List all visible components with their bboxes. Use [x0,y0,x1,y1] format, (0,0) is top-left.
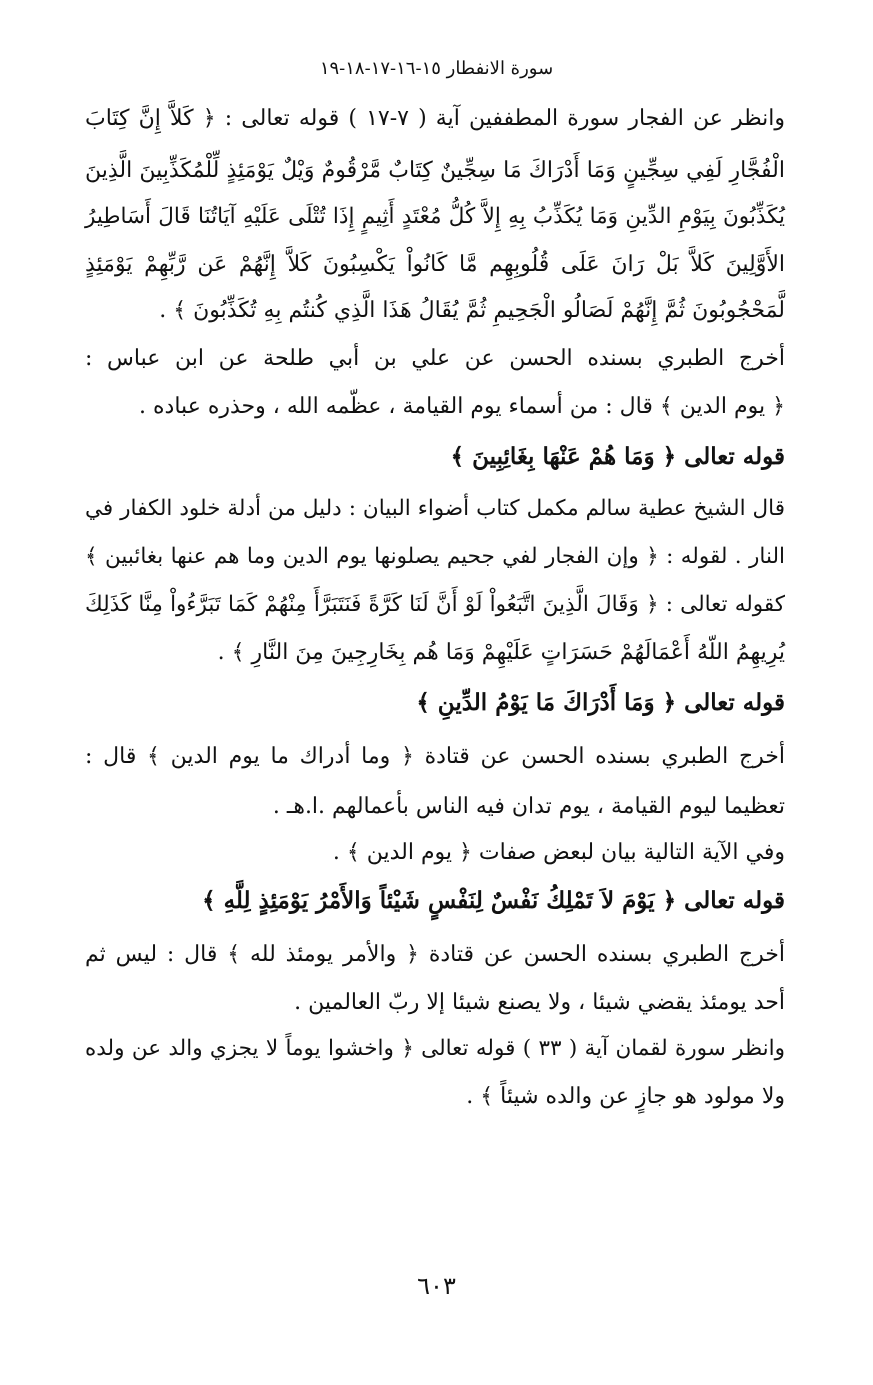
text-line: وانظر عن الفجار سورة المطففين آية ( ٧-١٧ ) قوله تعالى : ﴿ كَلاَّ إِنَّ كِتَابَ [85,106,785,131]
verse-heading: قوله تعالى ﴿ وَمَا أَدْرَاكَ مَا يَوْمُ الدِّينِ ﴾ [416,689,785,716]
quran-line: الأَوَّلِينَ كَلاَّ بَلْ رَانَ عَلَى قُلُوبِهِم مَّا كَانُواْ يَكْسِبُونَ كَلاَّ إِنَّهُمْ عَن رَّبِّهِمْ يَوْمَئِذٍ [85,252,785,277]
text-line: ﴿ يوم الدين ﴾ قال : من أسماء يوم القيامة ، عظّمه الله ، وحذره عباده . [139,394,785,419]
text-line: وفي الآية التالية بيان لبعض صفات ﴿ يوم الدين ﴾ . [332,840,785,865]
text-line: أخرج الطبري بسنده الحسن عن علي بن أبي طلحة عن ابن عباس : [85,346,785,371]
verse-heading: قوله تعالى ﴿ وَمَا هُمْ عَنْهَا بِغَائِبِينَ ﴾ [450,443,785,470]
text-line: تعظيما ليوم القيامة ، يوم تدان فيه الناس بأعمالهم .ا.هـ . [272,794,785,819]
verse-heading: قوله تعالى ﴿ يَوْمَ لاَ تَمْلِكُ نَفْسٌ لِنَفْسٍ شَيْئاً وَالأَمْرُ يَوْمَئِذٍ لِلَّهِ ﴾ [202,887,785,914]
quran-line: لَّمَحْجُوبُونَ ثُمَّ إِنَّهُمْ لَصَالُو الْجَحِيمِ ثُمَّ يُقَالُ هَذَا الَّذِي كُنتُم بِهِ تُكَذِّبُونَ ﴾ . [159,298,785,323]
text-line: النار . لقوله : ﴿ وإن الفجار لفي جحيم يصلونها يوم الدين وما هم عنها بغائبين ﴾ [85,544,785,569]
text-line: أخرج الطبري بسنده الحسن عن قتادة ﴿ والأمر يومئذ لله ﴾ قال : ليس ثم [85,942,785,967]
quran-line: كقوله تعالى : ﴿ وَقَالَ الَّذِينَ اتَّبَعُواْ لَوْ أَنَّ لَنَا كَرَّةً فَنَتَبَرَّأَ مِنْهُمْ كَمَا تَبَرَّءُواْ مِنَّا كَذَلِكَ [85,592,785,617]
text-line: وانظر سورة لقمان آية ( ٣٣ ) قوله تعالى ﴿ واخشوا يوماً لا يجزي والد عن ولده [85,1036,785,1061]
running-header: سورة الانفطار ١٥-١٦-١٧-١٨-١٩ [319,58,554,79]
text-line: أحد يومئذ يقضي شيئا ، ولا يصنع شيئا إلا ربّ العالمين . [294,990,785,1015]
text-line: قال الشيخ عطية سالم مكمل كتاب أضواء البيان : دليل من أدلة خلود الكفار في [85,496,785,521]
text-line: أخرج الطبري بسنده الحسن عن قتادة ﴿ وما أدراك ما يوم الدين ﴾ قال : [85,744,785,769]
quran-line: يُكَذِّبُونَ بِيَوْمِ الدِّينِ وَمَا يُكَذِّبُ بِهِ إِلاَّ كُلُّ مُعْتَدٍ أَثِيمٍ إِذَا تُتْلَى عَلَيْهِ آيَاتُنَا قَالَ أَسَاطِيرُ [85,204,785,229]
quran-line: الْفُجَّارِ لَفِي سِجِّينٍ وَمَا أَدْرَاكَ مَا سِجِّينٌ كِتَابٌ مَّرْقُومٌ وَيْلٌ يَوْمَئِذٍ لِّلْمُكَذِّبِينَ الَّذِينَ [85,158,785,183]
page-number: ٦٠٣ [417,1272,456,1300]
quran-line: يُرِيهِمُ اللّهُ أَعْمَالَهُمْ حَسَرَاتٍ عَلَيْهِمْ وَمَا هُم بِخَارِجِينَ مِنَ النَّارِ ﴾ . [217,640,785,665]
text-line: ولا مولود هو جازٍ عن والده شيئاً ﴾ . [466,1084,785,1109]
